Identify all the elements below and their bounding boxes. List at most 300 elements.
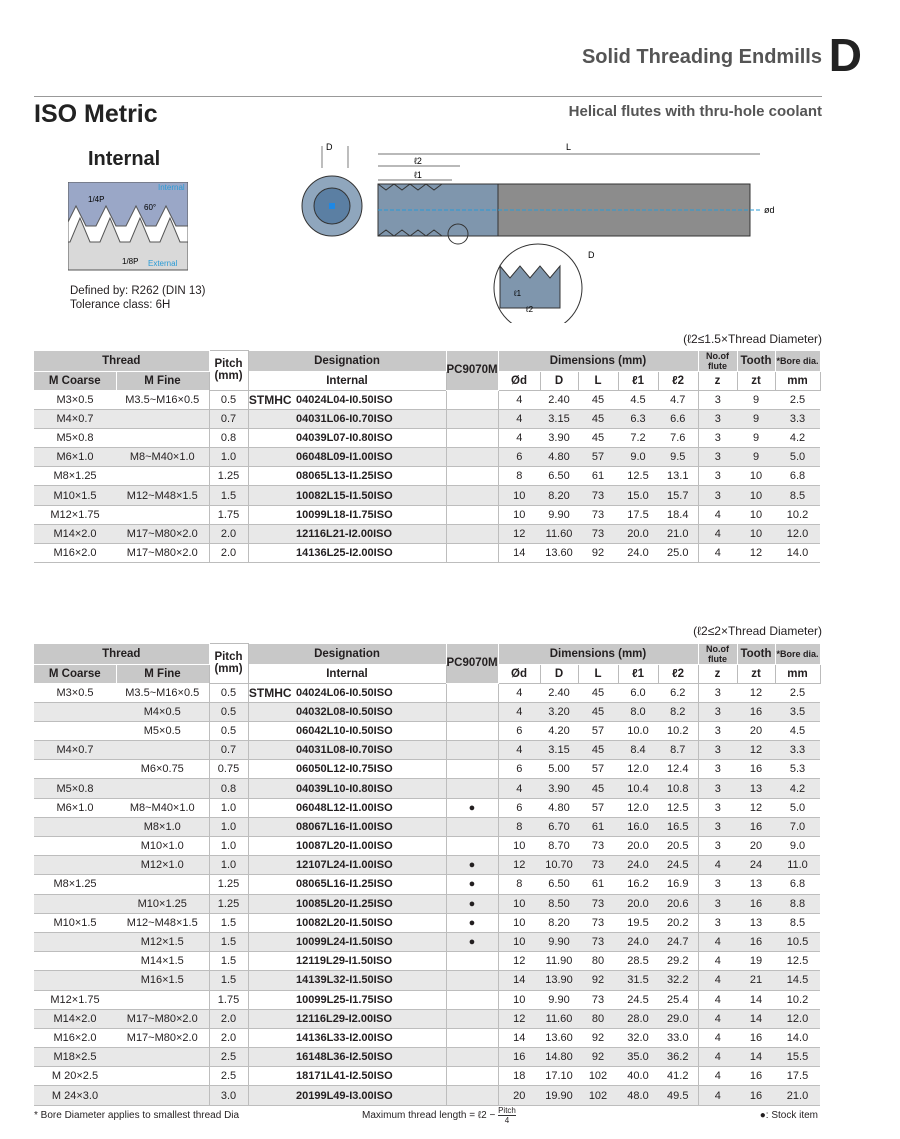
th-l1: ℓ1 — [618, 371, 658, 390]
cell-tooth: 16 — [737, 817, 775, 836]
cell-stock — [446, 1086, 498, 1105]
cell-prefix — [248, 837, 292, 856]
cell-designation: 04024L04-I0.50ISO — [292, 390, 446, 409]
cell-stock — [446, 817, 498, 836]
cell-L: 92 — [578, 1048, 618, 1067]
cell-stock — [446, 1067, 498, 1086]
cell-m-fine: M5×0.5 — [116, 721, 209, 740]
cell-l2: 20.2 — [658, 913, 698, 932]
cell-m-fine: M8×1.0 — [116, 817, 209, 836]
cell-od: 4 — [498, 741, 540, 760]
th-od: Ød — [498, 371, 540, 390]
cell-flute: 4 — [698, 1067, 737, 1086]
cell-m-coarse — [34, 837, 116, 856]
cell-L: 92 — [578, 544, 618, 563]
cell-bore: 14.0 — [775, 544, 820, 563]
table-row — [34, 486, 820, 505]
cell-stock — [446, 1048, 498, 1067]
cell-m-fine — [116, 1086, 209, 1105]
bore-footnote: * Bore Diameter applies to smallest thread Dia — [34, 1110, 240, 1121]
cell-designation: 10087L20-I1.00ISO — [292, 837, 446, 856]
table-row — [34, 1067, 820, 1086]
cell-D: 11.90 — [540, 952, 578, 971]
cell-prefix — [248, 932, 292, 951]
cell-m-fine — [116, 467, 209, 486]
cell-m-fine: M3.5~M16×0.5 — [116, 683, 209, 702]
th-thread: Thread — [34, 351, 209, 372]
cell-stock: ● — [446, 894, 498, 913]
cell-l2: 10.2 — [658, 721, 698, 740]
cell-l1: 20.0 — [618, 524, 658, 543]
cell-stock: ● — [446, 932, 498, 951]
dim-l2-label: ℓ2 — [414, 156, 422, 166]
th-bore-mm: mm — [775, 371, 820, 390]
header-divider — [34, 96, 822, 97]
th-flute: No.of flute — [698, 644, 737, 665]
cell-od: 4 — [498, 702, 540, 721]
cell-tooth: 19 — [737, 952, 775, 971]
cell-designation: 10099L25-I1.75ISO — [292, 990, 446, 1009]
th-L: L — [578, 664, 618, 683]
th-l2: ℓ2 — [658, 371, 698, 390]
th-l2: ℓ2 — [658, 664, 698, 683]
dim-od-label: ød — [764, 205, 775, 215]
cell-m-coarse: M18×2.5 — [34, 1048, 116, 1067]
cell-pitch: 1.75 — [209, 990, 248, 1009]
cell-pitch: 0.5 — [209, 702, 248, 721]
spec-table-1 — [34, 350, 821, 563]
cell-l1: 35.0 — [618, 1048, 658, 1067]
cell-l1: 24.5 — [618, 990, 658, 1009]
cell-D: 6.50 — [540, 875, 578, 894]
cell-l1: 24.0 — [618, 932, 658, 951]
cell-tooth: 21 — [737, 971, 775, 990]
cell-designation: 08065L13-I1.25ISO — [292, 467, 446, 486]
cell-tooth: 10 — [737, 467, 775, 486]
cell-tooth: 16 — [737, 1086, 775, 1105]
cell-od: 4 — [498, 390, 540, 409]
cell-m-fine — [116, 409, 209, 428]
cell-bore: 17.5 — [775, 1067, 820, 1086]
cell-l1: 7.2 — [618, 428, 658, 447]
cell-od: 4 — [498, 779, 540, 798]
cell-flute: 3 — [698, 721, 737, 740]
cell-m-coarse — [34, 894, 116, 913]
cell-l1: 40.0 — [618, 1067, 658, 1086]
cell-D: 4.80 — [540, 448, 578, 467]
endmill-drawing — [290, 138, 780, 323]
cell-l2: 4.7 — [658, 390, 698, 409]
cell-m-coarse: M10×1.5 — [34, 486, 116, 505]
cell-prefix — [248, 1086, 292, 1105]
cell-m-coarse: M12×1.75 — [34, 990, 116, 1009]
cell-designation: 08065L16-I1.25ISO — [292, 875, 446, 894]
cell-bore: 9.0 — [775, 837, 820, 856]
cell-m-coarse: M5×0.8 — [34, 779, 116, 798]
cell-stock — [446, 505, 498, 524]
table-row — [34, 1048, 820, 1067]
cell-od: 8 — [498, 817, 540, 836]
cell-stock — [446, 702, 498, 721]
cell-designation: 20199L49-I3.00ISO — [292, 1086, 446, 1105]
cell-bore: 15.5 — [775, 1048, 820, 1067]
cell-l2: 36.2 — [658, 1048, 698, 1067]
cell-l2: 7.6 — [658, 428, 698, 447]
cell-tooth: 14 — [737, 990, 775, 1009]
cell-l1: 12.0 — [618, 798, 658, 817]
cell-flute: 4 — [698, 1048, 737, 1067]
cell-stock — [446, 971, 498, 990]
cell-designation: 14136L25-I2.00ISO — [292, 544, 446, 563]
cell-L: 73 — [578, 856, 618, 875]
cell-designation: 12116L29-I2.00ISO — [292, 1009, 446, 1028]
cell-stock — [446, 837, 498, 856]
cell-l2: 21.0 — [658, 524, 698, 543]
cell-pitch: 2.5 — [209, 1048, 248, 1067]
table-row — [34, 952, 820, 971]
cell-l1: 17.5 — [618, 505, 658, 524]
cell-bore: 10.5 — [775, 932, 820, 951]
cell-pitch: 1.0 — [209, 448, 248, 467]
cell-tooth: 10 — [737, 524, 775, 543]
cell-D: 19.90 — [540, 1086, 578, 1105]
cell-L: 73 — [578, 990, 618, 1009]
stock-legend: ●: Stock item — [759, 1110, 818, 1121]
cell-bore: 21.0 — [775, 1086, 820, 1105]
cell-L: 61 — [578, 467, 618, 486]
th-internal: Internal — [248, 371, 446, 390]
cell-D: 13.90 — [540, 971, 578, 990]
cell-designation: 04039L07-I0.80ISO — [292, 428, 446, 447]
cell-flute: 3 — [698, 409, 737, 428]
cell-stock — [446, 952, 498, 971]
detail-D-label: D — [588, 250, 595, 260]
cell-D: 3.90 — [540, 428, 578, 447]
table-row — [34, 1009, 820, 1028]
cell-L: 57 — [578, 760, 618, 779]
cell-L: 45 — [578, 409, 618, 428]
cell-od: 12 — [498, 1009, 540, 1028]
cell-bore: 10.2 — [775, 505, 820, 524]
cell-designation: 10082L20-I1.50ISO — [292, 913, 446, 932]
cell-flute: 3 — [698, 894, 737, 913]
cell-l2: 20.6 — [658, 894, 698, 913]
cell-l2: 41.2 — [658, 1067, 698, 1086]
cell-designation: 10099L24-I1.50ISO — [292, 932, 446, 951]
cell-prefix — [248, 544, 292, 563]
cell-D: 17.10 — [540, 1067, 578, 1086]
cell-prefix — [248, 486, 292, 505]
cell-pitch: 2.0 — [209, 544, 248, 563]
cell-m-coarse — [34, 952, 116, 971]
standard-info — [70, 284, 206, 312]
cell-od: 14 — [498, 544, 540, 563]
cell-l1: 24.0 — [618, 544, 658, 563]
page-title: ISO Metric — [34, 100, 158, 128]
cell-l1: 20.0 — [618, 837, 658, 856]
cell-pitch: 1.5 — [209, 486, 248, 505]
table-row — [34, 837, 820, 856]
cell-D: 13.60 — [540, 1028, 578, 1047]
cell-pitch: 0.8 — [209, 428, 248, 447]
th-m-fine: M Fine — [116, 371, 209, 390]
cell-od: 10 — [498, 486, 540, 505]
cell-l1: 12.5 — [618, 467, 658, 486]
cell-od: 10 — [498, 990, 540, 1009]
th-pitch: Pitch (mm) — [209, 644, 248, 684]
cell-tooth: 13 — [737, 913, 775, 932]
cell-stock — [446, 544, 498, 563]
cell-D: 2.40 — [540, 683, 578, 702]
cell-bore: 2.5 — [775, 390, 820, 409]
cell-prefix — [248, 798, 292, 817]
cell-pitch: 1.0 — [209, 798, 248, 817]
cell-od: 12 — [498, 524, 540, 543]
th-L: L — [578, 371, 618, 390]
cell-flute: 3 — [698, 913, 737, 932]
th-od: Ød — [498, 664, 540, 683]
cell-pitch: 1.0 — [209, 817, 248, 836]
cell-D: 5.00 — [540, 760, 578, 779]
cell-prefix — [248, 505, 292, 524]
cell-L: 45 — [578, 390, 618, 409]
cell-l1: 6.3 — [618, 409, 658, 428]
cell-bore: 5.3 — [775, 760, 820, 779]
cell-l1: 28.5 — [618, 952, 658, 971]
cell-l1: 10.0 — [618, 721, 658, 740]
cell-l1: 10.4 — [618, 779, 658, 798]
table-row — [34, 779, 820, 798]
cell-bore: 3.3 — [775, 741, 820, 760]
dim-L-label: L — [566, 142, 572, 152]
cell-flute: 3 — [698, 428, 737, 447]
cell-L: 45 — [578, 741, 618, 760]
th-bore: *Bore dia. — [775, 644, 820, 665]
table-row — [34, 448, 820, 467]
cell-designation: 10085L20-I1.25ISO — [292, 894, 446, 913]
cell-stock — [446, 741, 498, 760]
cell-bore: 12.0 — [775, 1009, 820, 1028]
table-row — [34, 467, 820, 486]
cell-prefix — [248, 875, 292, 894]
section-letter: D — [828, 29, 862, 81]
table-row — [34, 932, 820, 951]
cell-m-fine: M17~M80×2.0 — [116, 544, 209, 563]
internal-title: Internal — [88, 148, 161, 170]
cell-tooth: 13 — [737, 779, 775, 798]
cell-L: 57 — [578, 448, 618, 467]
cell-flute: 3 — [698, 760, 737, 779]
cell-bore: 3.5 — [775, 702, 820, 721]
table-row — [34, 894, 820, 913]
table-row — [34, 544, 820, 563]
table-row — [34, 702, 820, 721]
cell-l2: 25.0 — [658, 544, 698, 563]
cell-l2: 15.7 — [658, 486, 698, 505]
table-row — [34, 875, 820, 894]
cell-prefix — [248, 990, 292, 1009]
cell-m-coarse: M8×1.25 — [34, 875, 116, 894]
cell-designation: 04031L08-I0.70ISO — [292, 741, 446, 760]
cell-prefix — [248, 1048, 292, 1067]
cell-bore: 10.2 — [775, 990, 820, 1009]
eighth-pitch-label: 1/8P — [122, 257, 139, 266]
detail-l2-label: ℓ2 — [526, 305, 534, 314]
cell-l1: 8.0 — [618, 702, 658, 721]
cell-L: 45 — [578, 702, 618, 721]
cell-tooth: 9 — [737, 448, 775, 467]
th-zt: zt — [737, 664, 775, 683]
cell-l1: 9.0 — [618, 448, 658, 467]
cell-pitch: 0.75 — [209, 760, 248, 779]
cell-flute: 3 — [698, 798, 737, 817]
cell-od: 12 — [498, 856, 540, 875]
th-bore-mm: mm — [775, 664, 820, 683]
cell-bore: 12.5 — [775, 952, 820, 971]
cell-flute: 3 — [698, 467, 737, 486]
cell-tooth: 24 — [737, 856, 775, 875]
cell-flute: 4 — [698, 932, 737, 951]
cell-bore: 2.5 — [775, 683, 820, 702]
cell-od: 4 — [498, 683, 540, 702]
cell-l1: 32.0 — [618, 1028, 658, 1047]
cell-bore: 4.5 — [775, 721, 820, 740]
cell-m-fine — [116, 1048, 209, 1067]
cell-l2: 16.5 — [658, 817, 698, 836]
cell-flute: 4 — [698, 971, 737, 990]
cell-tooth: 9 — [737, 428, 775, 447]
cell-tooth: 16 — [737, 932, 775, 951]
cell-stock: ● — [446, 798, 498, 817]
cell-designation: 06042L10-I0.50ISO — [292, 721, 446, 740]
cell-m-fine: M12×1.5 — [116, 932, 209, 951]
cell-l1: 31.5 — [618, 971, 658, 990]
th-internal: Internal — [248, 664, 446, 683]
cell-prefix — [248, 1009, 292, 1028]
cell-pitch: 3.0 — [209, 1086, 248, 1105]
th-zt: zt — [737, 371, 775, 390]
cell-pitch: 1.75 — [209, 505, 248, 524]
cell-m-coarse — [34, 721, 116, 740]
th-designation: Designation — [248, 351, 446, 372]
cell-od: 18 — [498, 1067, 540, 1086]
table-row — [34, 760, 820, 779]
cell-L: 57 — [578, 721, 618, 740]
cell-od: 20 — [498, 1086, 540, 1105]
th-z: z — [698, 371, 737, 390]
cell-tooth: 16 — [737, 1067, 775, 1086]
cell-l1: 6.0 — [618, 683, 658, 702]
cell-flute: 3 — [698, 683, 737, 702]
cell-m-coarse: M3×0.5 — [34, 683, 116, 702]
cell-m-coarse — [34, 932, 116, 951]
table1-note: (ℓ2≤1.5×Thread Diameter) — [683, 332, 822, 346]
cell-l2: 24.5 — [658, 856, 698, 875]
cell-bore: 8.8 — [775, 894, 820, 913]
cell-prefix — [248, 894, 292, 913]
cell-designation: 04032L08-I0.50ISO — [292, 702, 446, 721]
cell-l2: 12.4 — [658, 760, 698, 779]
cell-flute: 4 — [698, 505, 737, 524]
th-m-fine: M Fine — [116, 664, 209, 683]
cell-prefix — [248, 952, 292, 971]
cell-stock — [446, 683, 498, 702]
cell-L: 45 — [578, 683, 618, 702]
dim-D-label: D — [326, 142, 333, 152]
cell-designation: 18171L41-I2.50ISO — [292, 1067, 446, 1086]
dim-l1-label: ℓ1 — [414, 170, 422, 180]
cell-stock — [446, 486, 498, 505]
cell-m-coarse — [34, 971, 116, 990]
cell-l2: 49.5 — [658, 1086, 698, 1105]
cell-tooth: 10 — [737, 486, 775, 505]
cell-m-coarse — [34, 856, 116, 875]
cell-tooth: 16 — [737, 760, 775, 779]
cell-prefix — [248, 971, 292, 990]
cell-prefix — [248, 524, 292, 543]
cell-bore: 4.2 — [775, 428, 820, 447]
cell-stock — [446, 467, 498, 486]
cell-m-fine: M16×1.5 — [116, 971, 209, 990]
cell-m-fine: M17~M80×2.0 — [116, 1028, 209, 1047]
cell-pitch: 1.0 — [209, 837, 248, 856]
cell-prefix — [248, 409, 292, 428]
cell-L: 92 — [578, 1028, 618, 1047]
cell-l2: 16.9 — [658, 875, 698, 894]
cell-m-coarse: M16×2.0 — [34, 544, 116, 563]
cell-l2: 33.0 — [658, 1028, 698, 1047]
th-tooth: Tooth — [737, 644, 775, 665]
table-row — [34, 798, 820, 817]
cell-D: 3.15 — [540, 409, 578, 428]
cell-m-fine: M12×1.0 — [116, 856, 209, 875]
cell-pitch: 1.25 — [209, 875, 248, 894]
cell-m-fine: M8~M40×1.0 — [116, 448, 209, 467]
cell-m-coarse: M16×2.0 — [34, 1028, 116, 1047]
cell-m-coarse: M6×1.0 — [34, 798, 116, 817]
cell-D: 14.80 — [540, 1048, 578, 1067]
cell-flute: 3 — [698, 702, 737, 721]
cell-prefix — [248, 913, 292, 932]
cell-prefix — [248, 741, 292, 760]
cell-L: 45 — [578, 779, 618, 798]
cell-tooth: 12 — [737, 798, 775, 817]
table-row — [34, 741, 820, 760]
cell-prefix — [248, 856, 292, 875]
cell-bore: 11.0 — [775, 856, 820, 875]
cell-bore: 14.5 — [775, 971, 820, 990]
table-row — [34, 990, 820, 1009]
cell-pitch: 1.5 — [209, 971, 248, 990]
table-row — [34, 1028, 820, 1047]
cell-bore: 6.8 — [775, 875, 820, 894]
cell-L: 45 — [578, 428, 618, 447]
cell-od: 14 — [498, 971, 540, 990]
table-row — [34, 1086, 820, 1105]
cell-pitch: 0.5 — [209, 721, 248, 740]
cell-m-fine: M3.5~M16×0.5 — [116, 390, 209, 409]
cell-stock — [446, 390, 498, 409]
cell-D: 11.60 — [540, 1009, 578, 1028]
cell-l2: 29.0 — [658, 1009, 698, 1028]
th-dimensions: Dimensions (mm) — [498, 351, 698, 372]
th-pc9070m: PC9070M — [446, 644, 498, 684]
cell-D: 9.90 — [540, 505, 578, 524]
cell-m-fine: M12~M48×1.5 — [116, 913, 209, 932]
cell-m-fine: M6×0.75 — [116, 760, 209, 779]
cell-od: 8 — [498, 875, 540, 894]
cell-flute: 3 — [698, 486, 737, 505]
